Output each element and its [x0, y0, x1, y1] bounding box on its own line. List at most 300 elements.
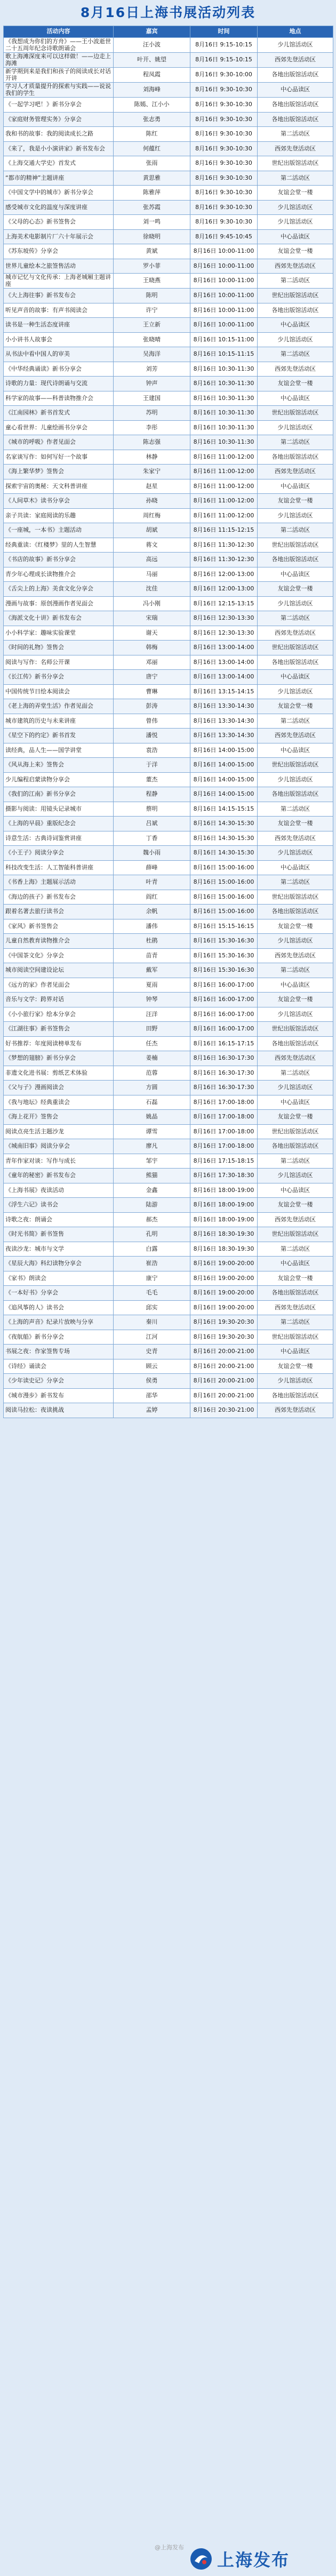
row-guest: 任杰: [114, 1036, 190, 1051]
row-guest: 金鑫: [114, 1183, 190, 1198]
row-place: 友谊会堂一楼: [258, 494, 333, 509]
row-time: 8月16日 9:30-10:30: [190, 171, 258, 186]
row-guest: 郝杰: [114, 1212, 190, 1227]
row-guest: 胡斌: [114, 523, 190, 538]
row-guest: 邓丽: [114, 655, 190, 670]
row-guest: 石磊: [114, 1095, 190, 1110]
row-time: 8月16日 14:15-15:15: [190, 802, 258, 817]
row-place: 西郊先登活动区: [258, 259, 333, 274]
row-time: 8月16日 11:00-12:00: [190, 508, 258, 523]
row-place: 西郊先登活动区: [258, 626, 333, 641]
row-place: 第二活动区: [258, 1154, 333, 1169]
row-content: 《人间草木》读书分享会: [4, 494, 114, 509]
row-place: 少儿馆活动区: [258, 1374, 333, 1389]
row-guest: 黄斌: [114, 244, 190, 259]
row-time: 8月16日 10:30-11:30: [190, 420, 258, 435]
row-guest: 刘一鸣: [114, 215, 190, 230]
row-guest: 孙晓: [114, 494, 190, 509]
row-place: 各地出版馆活动区: [258, 553, 333, 567]
table-row: [4, 244, 333, 259]
row-time: 8月16日 18:00-19:00: [190, 1183, 258, 1198]
row-content: 《我与地坛》经典重读会: [4, 1095, 114, 1110]
row-content: 《中国文学中的城市》新书分享会: [4, 186, 114, 201]
row-guest: 范蓉: [114, 1066, 190, 1081]
row-place: 少儿馆活动区: [258, 38, 333, 53]
row-place: 第二活动区: [258, 1315, 333, 1330]
row-place: 各地出版馆活动区: [258, 787, 333, 802]
row-guest: 朱家宁: [114, 465, 190, 479]
row-guest: 叶开、姚望: [114, 53, 190, 68]
row-place: 中心品读区: [258, 567, 333, 582]
row-content: 《一起学习吧！》新书分享会: [4, 98, 114, 113]
row-place: 少儿馆活动区: [258, 215, 333, 230]
row-place: 世纪出版馆活动区: [258, 156, 333, 171]
table-row: [4, 1154, 333, 1169]
row-time: 8月16日 12:00-13:00: [190, 582, 258, 597]
row-content: 《追风筝的人》读书会: [4, 1300, 114, 1315]
row-content: 《来了，我是小小演讲家》新书发布会: [4, 141, 114, 156]
row-guest: 苏明: [114, 406, 190, 421]
row-time: 8月16日 14:00-15:00: [190, 772, 258, 787]
row-content: 亲子共读：家庭阅读的乐趣: [4, 508, 114, 523]
table-row: [4, 127, 333, 142]
row-guest: 邹宇: [114, 1154, 190, 1169]
row-content: 儿童自然教育读物推介会: [4, 934, 114, 949]
row-guest: 陆游: [114, 1198, 190, 1213]
row-time: 8月16日 13:30-14:30: [190, 699, 258, 714]
row-time: 8月16日 15:30-16:30: [190, 963, 258, 978]
row-place: 各地出版馆活动区: [258, 303, 333, 318]
table-row: [4, 1169, 333, 1183]
row-time: 8月16日 11:15-12:15: [190, 523, 258, 538]
table-row: [4, 670, 333, 685]
table-body: [4, 38, 333, 1418]
row-time: 8月16日 9:30-10:30: [190, 127, 258, 142]
table-row: [4, 435, 333, 450]
row-content: 从书法中看中国人的审美: [4, 347, 114, 362]
table-row: [4, 641, 333, 655]
row-guest: 白露: [114, 1242, 190, 1257]
row-place: 少儿馆活动区: [258, 596, 333, 611]
row-place: 中心品读区: [258, 978, 333, 993]
row-time: 8月16日 19:00-20:00: [190, 1257, 258, 1271]
row-content: 《长江传》新书分享会: [4, 670, 114, 685]
row-time: 8月16日 12:00-13:00: [190, 567, 258, 582]
row-time: 8月16日 13:00-14:00: [190, 670, 258, 685]
table-row: [4, 508, 333, 523]
table-row: [4, 1066, 333, 1081]
brand-name: 上海发布: [217, 2550, 290, 2570]
row-content: 歌上海滩深度来可以这样做！——边走上海滩: [4, 53, 114, 68]
row-content: 《星空下的约定》新书首发: [4, 729, 114, 743]
row-content: 《大上海往事》新书发布会: [4, 289, 114, 303]
row-time: 8月16日 16:00-17:00: [190, 1022, 258, 1037]
row-place: 西郊先登活动区: [258, 53, 333, 68]
row-guest: 沈佳: [114, 582, 190, 597]
row-content: 新学期到来是我们和孩子的阅读成长对话开讲: [4, 68, 114, 83]
row-time: 8月16日 9:30-10:30: [190, 156, 258, 171]
header-time: 时间: [190, 26, 258, 38]
table-row: [4, 1359, 333, 1374]
row-time: 8月16日 14:00-15:00: [190, 787, 258, 802]
row-content: 名家谈写作：如何写好一个故事: [4, 450, 114, 465]
row-time: 8月16日 10:00-11:00: [190, 289, 258, 303]
row-place: 友谊会堂一楼: [258, 186, 333, 201]
row-time: 8月16日 13:30-14:30: [190, 729, 258, 743]
row-content: 《父与子》漫画阅读会: [4, 1081, 114, 1095]
table-row: [4, 83, 333, 98]
table-row: [4, 611, 333, 626]
row-content: 《海上繁华梦》签售会: [4, 465, 114, 479]
row-place: 第二活动区: [258, 1066, 333, 1081]
row-time: 8月16日 9:30-10:30: [190, 83, 258, 98]
table-row: [4, 948, 333, 963]
row-time: 8月16日 9:30-10:30: [190, 215, 258, 230]
row-content: 小小讲书人故事会: [4, 332, 114, 347]
row-guest: 谢天: [114, 626, 190, 641]
row-place: 友谊会堂一楼: [258, 244, 333, 259]
row-place: 各地出版馆活动区: [258, 1139, 333, 1154]
row-content: 摄影与阅读：用镜头记录城市: [4, 802, 114, 817]
row-guest: 王立新: [114, 318, 190, 333]
row-place: 各地出版馆活动区: [258, 1036, 333, 1051]
row-content: 跟着名著去旅行读书会: [4, 905, 114, 919]
row-content: 《舌尖上的上海》美食文化分享会: [4, 582, 114, 597]
row-guest: 冯小刚: [114, 596, 190, 611]
table-row: [4, 1139, 333, 1154]
table-row: [4, 1110, 333, 1125]
row-time: 8月16日 10:30-11:30: [190, 435, 258, 450]
row-time: 8月16日 14:30-15:30: [190, 831, 258, 846]
row-guest: 阎红: [114, 890, 190, 905]
row-guest: 陈志强: [114, 435, 190, 450]
row-content: 探索宇宙的奥秘：天文科普讲座: [4, 479, 114, 494]
row-place: 中心品读区: [258, 860, 333, 875]
row-guest: 江河: [114, 1330, 190, 1345]
row-time: 8月16日 17:30-18:30: [190, 1169, 258, 1183]
row-time: 8月16日 15:00-16:00: [190, 905, 258, 919]
row-place: 第二活动区: [258, 714, 333, 729]
row-time: 8月16日 12:15-13:15: [190, 596, 258, 611]
row-content: 科技改变生活：人工智能科普讲座: [4, 860, 114, 875]
row-place: 少儿馆活动区: [258, 420, 333, 435]
row-content: 音乐与文学：跨界对话: [4, 993, 114, 1007]
row-place: 中心品读区: [258, 1345, 333, 1359]
row-place: 各地出版馆活动区: [258, 68, 333, 83]
row-content: 世界儿童绘本之旅签售活动: [4, 259, 114, 274]
row-content: 《时间的礼物》签售会: [4, 641, 114, 655]
row-time: 8月16日 12:30-13:30: [190, 626, 258, 641]
row-time: 8月16日 15:00-16:00: [190, 860, 258, 875]
row-place: 世纪出版馆活动区: [258, 1124, 333, 1139]
row-time: 8月16日 10:30-11:30: [190, 406, 258, 421]
row-place: 西郊先登活动区: [258, 948, 333, 963]
table-row: [4, 567, 333, 582]
row-guest: 方圆: [114, 1081, 190, 1095]
row-place: 第二活动区: [258, 523, 333, 538]
row-place: 少儿馆活动区: [258, 846, 333, 861]
table-row: [4, 1095, 333, 1110]
row-time: 8月16日 9:45-10:45: [190, 229, 258, 244]
row-time: 8月16日 14:00-15:00: [190, 743, 258, 758]
row-time: 8月16日 10:00-11:00: [190, 244, 258, 259]
row-guest: 汪洋: [114, 1007, 190, 1022]
row-time: 8月16日 9:30-10:30: [190, 112, 258, 127]
row-place: 世纪出版馆活动区: [258, 406, 333, 421]
row-place: 少儿馆活动区: [258, 332, 333, 347]
row-guest: 陈红: [114, 127, 190, 142]
table-row: [4, 596, 333, 611]
row-time: 8月16日 9:15-10:15: [190, 53, 258, 68]
row-time: 8月16日 20:30-21:00: [190, 1403, 258, 1418]
row-guest: 董杰: [114, 772, 190, 787]
table-row: [4, 450, 333, 465]
table-row: [4, 934, 333, 949]
table-row: [4, 215, 333, 230]
table-row: [4, 259, 333, 274]
row-content: 上海美术电影制片厂六十年展示会: [4, 229, 114, 244]
row-time: 8月16日 11:00-12:00: [190, 450, 258, 465]
row-guest: 谭雪: [114, 1124, 190, 1139]
table-row: [4, 655, 333, 670]
row-place: 第二活动区: [258, 802, 333, 817]
row-place: 西郊先登活动区: [258, 362, 333, 377]
row-guest: 韩梅: [114, 641, 190, 655]
row-time: 8月16日 17:00-18:00: [190, 1095, 258, 1110]
row-place: 各地出版馆活动区: [258, 655, 333, 670]
row-time: 8月16日 15:30-16:30: [190, 934, 258, 949]
row-place: 各地出版馆活动区: [258, 1286, 333, 1301]
table-row: [4, 1183, 333, 1198]
table-row: [4, 1227, 333, 1242]
row-guest: 张雨: [114, 156, 190, 171]
row-place: 世纪出版馆活动区: [258, 758, 333, 773]
row-place: 中心品读区: [258, 229, 333, 244]
row-content: 《童年的秘密》新书发布会: [4, 1169, 114, 1183]
row-guest: 苗青: [114, 948, 190, 963]
row-content: 《江湖往事》新书签售会: [4, 1022, 114, 1037]
row-content: 《小王子》阅读分享会: [4, 846, 114, 861]
row-time: 8月16日 20:00-21:00: [190, 1374, 258, 1389]
row-time: 8月16日 13:15-14:15: [190, 684, 258, 699]
row-time: 8月16日 19:30-20:30: [190, 1330, 258, 1345]
table-row: [4, 465, 333, 479]
row-guest: 廖凡: [114, 1139, 190, 1154]
row-time: 8月16日 15:00-16:00: [190, 875, 258, 890]
row-time: 8月16日 15:15-16:15: [190, 919, 258, 934]
table-row: [4, 1081, 333, 1095]
table-row: [4, 860, 333, 875]
row-guest: 陈雅萍: [114, 186, 190, 201]
row-content: 城市阅读空间建设论坛: [4, 963, 114, 978]
row-content: 青年作家对谈：写作与成长: [4, 1154, 114, 1169]
row-time: 8月16日 15:30-16:30: [190, 948, 258, 963]
row-place: 各地出版馆活动区: [258, 1388, 333, 1403]
row-place: 第二活动区: [258, 347, 333, 362]
row-guest: 潘悦: [114, 729, 190, 743]
row-time: 8月16日 18:00-19:00: [190, 1212, 258, 1227]
row-place: 第二活动区: [258, 274, 333, 289]
table-row: [4, 1036, 333, 1051]
row-guest: 熊猫: [114, 1169, 190, 1183]
row-time: 8月16日 13:30-14:30: [190, 714, 258, 729]
table-row: [4, 479, 333, 494]
row-guest: 林静: [114, 450, 190, 465]
table-row: [4, 1257, 333, 1271]
table-header-row: [4, 26, 333, 38]
table-row: [4, 53, 333, 68]
row-guest: 魏小雨: [114, 846, 190, 861]
row-guest: 杜鹃: [114, 934, 190, 949]
table-row: [4, 1124, 333, 1139]
row-time: 8月16日 14:30-15:30: [190, 846, 258, 861]
row-place: 中心品读区: [258, 1183, 333, 1198]
row-guest: 孔明: [114, 1227, 190, 1242]
row-time: 8月16日 11:30-12:30: [190, 538, 258, 553]
row-guest: 吕斌: [114, 817, 190, 831]
row-guest: 陈嫣、江小小: [114, 98, 190, 113]
row-content: 《海派文化十讲》新书发布会: [4, 611, 114, 626]
row-content: 《城市的呼吸》作者见面会: [4, 435, 114, 450]
row-place: 世纪出版馆活动区: [258, 538, 333, 553]
row-guest: 史青: [114, 1345, 190, 1359]
row-time: 8月16日 10:30-11:30: [190, 362, 258, 377]
row-time: 8月16日 19:00-20:00: [190, 1271, 258, 1286]
table-row: [4, 1212, 333, 1227]
row-time: 8月16日 16:30-17:30: [190, 1081, 258, 1095]
row-guest: 王建国: [114, 391, 190, 406]
row-place: 第二活动区: [258, 875, 333, 890]
table-row: [4, 1051, 333, 1066]
row-content: 《上海交通大学史》首发式: [4, 156, 114, 171]
row-content: 漫画与故事：原创漫画作者见面会: [4, 596, 114, 611]
row-content: 听见声音的故事：有声书阅读会: [4, 303, 114, 318]
table-row: [4, 699, 333, 714]
row-place: 中心品读区: [258, 479, 333, 494]
row-content: 经典重读：《红楼梦》里的人生智慧: [4, 538, 114, 553]
row-guest: 康宁: [114, 1271, 190, 1286]
row-place: 各地出版馆活动区: [258, 112, 333, 127]
row-guest: 李彤: [114, 420, 190, 435]
table-row: [4, 229, 333, 244]
row-content: 读经典，品人生——国学讲堂: [4, 743, 114, 758]
row-guest: 于洋: [114, 758, 190, 773]
row-time: 8月16日 15:00-16:00: [190, 890, 258, 905]
row-content: 读书是一种生活态度讲座: [4, 318, 114, 333]
row-place: 中心品读区: [258, 1095, 333, 1110]
table-row: [4, 1286, 333, 1301]
row-guest: 宋瑞: [114, 611, 190, 626]
row-content: 城市建筑的历史与未来讲座: [4, 714, 114, 729]
row-content: 感受城市文化的温度与深度讲座: [4, 200, 114, 215]
row-time: 8月16日 13:00-14:00: [190, 641, 258, 655]
row-guest: 刘芳: [114, 362, 190, 377]
row-place: 少儿馆活动区: [258, 934, 333, 949]
row-time: 8月16日 14:00-15:00: [190, 758, 258, 773]
row-place: 中心品读区: [258, 1257, 333, 1271]
table-row: [4, 1007, 333, 1022]
row-guest: 徐晓明: [114, 229, 190, 244]
row-content: 小小科学家：趣味实验课堂: [4, 626, 114, 641]
row-content: 《星辰大海》科幻读物分享会: [4, 1257, 114, 1271]
table-row: [4, 817, 333, 831]
row-place: 友谊会堂一楼: [258, 993, 333, 1007]
row-place: 友谊会堂一楼: [258, 377, 333, 391]
table-row: [4, 98, 333, 113]
table-row: [4, 391, 333, 406]
row-content: 《一本好书》分享会: [4, 1286, 114, 1301]
header-guest: 嘉宾: [114, 26, 190, 38]
table-row: [4, 743, 333, 758]
table-row: [4, 553, 333, 567]
row-guest: 曹琳: [114, 684, 190, 699]
row-guest: 周红梅: [114, 508, 190, 523]
row-content: 《我们的江南》新书分享会: [4, 787, 114, 802]
row-content: 阅读马拉松：夜读挑战: [4, 1403, 114, 1418]
row-place: 各地出版馆活动区: [258, 450, 333, 465]
row-time: 8月16日 13:00-14:00: [190, 655, 258, 670]
table-row: [4, 582, 333, 597]
row-content: 诗歌的力量：现代诗朗诵与交流: [4, 377, 114, 391]
row-place: 世纪出版馆活动区: [258, 1227, 333, 1242]
row-content: 阅读与写作：名师公开课: [4, 655, 114, 670]
row-content: 《城南旧事》阅读分享会: [4, 1139, 114, 1154]
row-content: 《时光书简》新书签售: [4, 1227, 114, 1242]
row-guest: 张志勇: [114, 112, 190, 127]
row-time: 8月16日 14:30-15:30: [190, 817, 258, 831]
row-place: 第二活动区: [258, 435, 333, 450]
table-row: [4, 802, 333, 817]
table-row: [4, 171, 333, 186]
row-content: 《中国茶文化》分享会: [4, 948, 114, 963]
row-content: 《家书》朗读会: [4, 1271, 114, 1286]
row-content: 书展之夜：作家签售专场: [4, 1345, 114, 1359]
table-row: [4, 200, 333, 215]
row-guest: 夏雨: [114, 978, 190, 993]
row-place: 各地出版馆活动区: [258, 98, 333, 113]
row-content: 《江南园林》新书首发式: [4, 406, 114, 421]
row-time: 8月16日 18:30-19:30: [190, 1227, 258, 1242]
row-guest: 邱实: [114, 1300, 190, 1315]
row-time: 8月16日 19:00-20:00: [190, 1300, 258, 1315]
row-time: 8月16日 20:00-21:00: [190, 1359, 258, 1374]
row-place: 第二活动区: [258, 127, 333, 142]
row-place: 世纪出版馆活动区: [258, 1330, 333, 1345]
table-row: [4, 303, 333, 318]
row-place: 友谊会堂一楼: [258, 582, 333, 597]
row-guest: 侯勇: [114, 1374, 190, 1389]
table-row: [4, 684, 333, 699]
table-row: [4, 38, 333, 53]
row-time: 8月16日 16:00-17:00: [190, 978, 258, 993]
row-guest: 程静: [114, 787, 190, 802]
row-time: 8月16日 11:30-12:30: [190, 553, 258, 567]
table-row: [4, 1403, 333, 1418]
row-time: 8月16日 10:30-11:30: [190, 391, 258, 406]
row-guest: 刘海峰: [114, 83, 190, 98]
row-guest: 蒋文: [114, 538, 190, 553]
table-row: [4, 919, 333, 934]
table-row: [4, 156, 333, 171]
row-guest: 戴军: [114, 963, 190, 978]
table-row: [4, 978, 333, 993]
row-place: 各地出版馆活动区: [258, 905, 333, 919]
row-time: 8月16日 16:00-17:00: [190, 1007, 258, 1022]
row-guest: 唐宁: [114, 670, 190, 685]
row-guest: 叶青: [114, 875, 190, 890]
row-place: 西郊先登活动区: [258, 1403, 333, 1418]
row-content: 诗意生活：古典诗词鉴赏讲座: [4, 831, 114, 846]
